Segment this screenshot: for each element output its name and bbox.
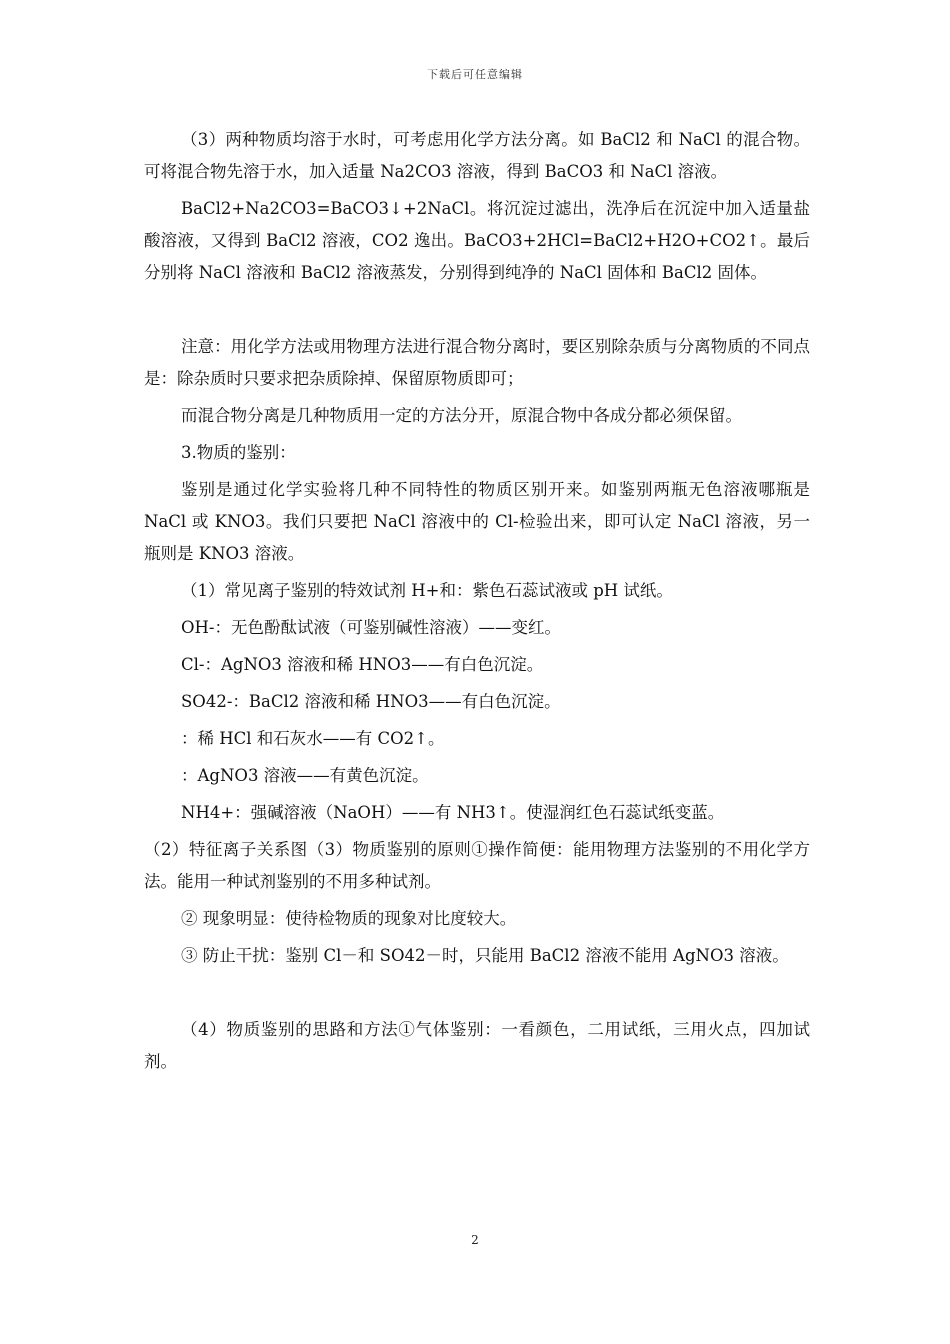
list-item-cl: Cl-：AgNO3 溶液和稀 HNO3——有白色沉淀。 bbox=[181, 655, 544, 674]
paragraph-mixture-separation: 而混合物分离是几种物质用一定的方法分开，原混合物中各成分都必须保留。 bbox=[181, 406, 742, 425]
paragraph-principles: （2）特征离子关系图（3）物质鉴别的原则①操作简便：能用物理方法鉴别的不用化学方法。能用一种试剂鉴别的不用多种试剂。 bbox=[144, 840, 810, 891]
list-item-nh4: NH4+：强碱溶液（NaOH）——有 NH3↑。使湿润红色石蕊试纸变蓝。 bbox=[181, 803, 725, 822]
paragraph-gap bbox=[144, 294, 810, 331]
paragraph-separation-chemical: （3）两种物质均溶于水时，可考虑用化学方法分离。如 BaCl2 和 NaCl 的混合物。可将混合物先溶于水，加入适量 Na2CO3 溶液，得到 BaCO3 和 NaCl 溶液。 bbox=[144, 130, 810, 181]
section-heading-identification: 3.物质的鉴别： bbox=[181, 443, 296, 462]
paragraph-reaction-equations: BaCl2+Na2CO3=BaCO3↓+2NaCl。将沉淀过滤出，洗净后在沉淀中加入适量盐酸溶液，又得到 BaCl2 溶液，CO2 逸出。BaCO3+2HCl=BaCl2+H2O+CO2↑。最后分别将 NaCl 溶液和 BaCl2 溶液蒸发，分别得到纯净的 NaCl 固体和 BaCl2 固体。 bbox=[144, 199, 810, 282]
list-item-so4: SO42-：BaCl2 溶液和稀 HNO3——有白色沉淀。 bbox=[181, 692, 561, 711]
page-number: 2 bbox=[471, 1233, 479, 1247]
list-item-phenomenon: ② 现象明显：使待检物质的现象对比度较大。 bbox=[181, 909, 517, 928]
paragraph-ion-reagents: （1）常见离子鉴别的特效试剂 H+和：紫色石蕊试液或 pH 试纸。 bbox=[181, 581, 673, 600]
paragraph-identification-methods: （4）物质鉴别的思路和方法①气体鉴别：一看颜色，二用试纸，三用火点，四加试剂。 bbox=[144, 1020, 810, 1071]
paragraph-note: 注意：用化学方法或用物理方法进行混合物分离时，要区别除杂质与分离物质的不同点是：除杂质时只要求把杂质除掉、保留原物质即可； bbox=[144, 337, 810, 388]
list-item-co3: ：稀 HCl 和石灰水——有 CO2↑。 bbox=[181, 729, 445, 748]
list-item-interference: ③ 防止干扰：鉴别 Cl－和 SO42－时，只能用 BaCl2 溶液不能用 AgNO3 溶液。 bbox=[181, 946, 789, 965]
paragraph-identification-intro: 鉴别是通过化学实验将几种不同特性的物质区别开来。如鉴别两瓶无色溶液哪瓶是 NaCl 或 KNO3。我们只要把 NaCl 溶液中的 Cl-检验出来，即可认定 NaCl 溶液，另一瓶则是 KNO3 溶液。 bbox=[144, 480, 810, 563]
document-body bbox=[144, 124, 810, 1083]
list-item-oh: OH-：无色酚酞试液（可鉴别碱性溶液）——变红。 bbox=[181, 618, 561, 637]
paragraph-gap-2 bbox=[144, 977, 810, 1014]
page-header: 下载后可任意编辑 bbox=[427, 68, 523, 81]
list-item-iodide: ：AgNO3 溶液——有黄色沉淀。 bbox=[181, 766, 429, 785]
